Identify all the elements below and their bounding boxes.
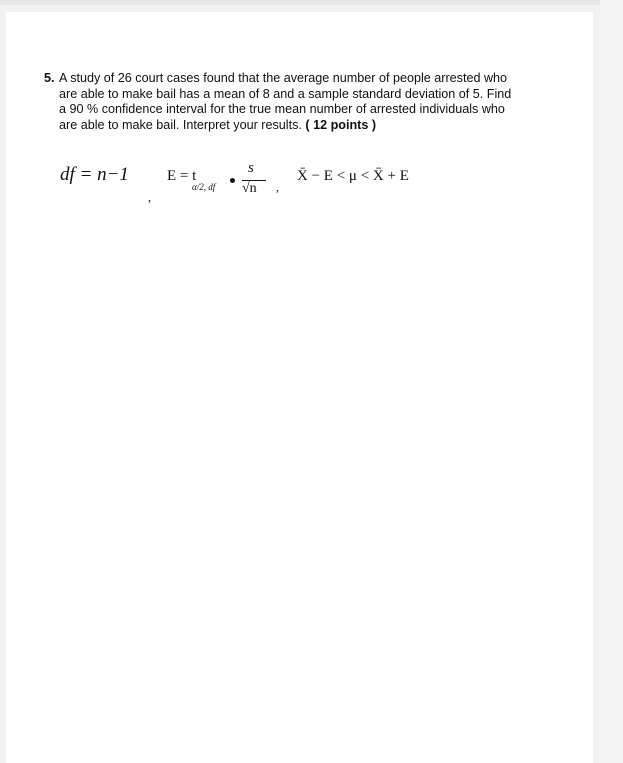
question-number: 5. bbox=[44, 71, 55, 85]
question-text-container bbox=[59, 71, 514, 133]
multiplication-dot bbox=[230, 178, 235, 183]
scrollbar-track[interactable] bbox=[600, 0, 623, 763]
formula-separator-2: , bbox=[276, 180, 279, 194]
margin-of-error-lhs: E = t bbox=[167, 168, 197, 184]
question-points: ( 12 points ) bbox=[305, 117, 377, 132]
top-toolbar-strip bbox=[0, 0, 623, 5]
confidence-interval-formula: X̄ − E < μ < X̄ + E bbox=[297, 168, 409, 184]
t-critical-subscript: α/2, df bbox=[192, 182, 216, 192]
standard-error-fraction bbox=[240, 158, 268, 204]
formula-separator-1: , bbox=[148, 190, 151, 204]
degrees-of-freedom-formula: df = n−1 bbox=[60, 164, 129, 185]
fraction-denominator: √n bbox=[242, 181, 257, 196]
fraction-numerator: s bbox=[248, 160, 254, 176]
question-text: A study of 26 court cases found that the average number of people arrested who are able to make bail has a mean of 8 and a sample standard deviation of 5. Find a 90 % confidence interval for the true mean number of arrested individuals who are able to make bail. Interpret your results. bbox=[59, 71, 512, 132]
question-block bbox=[44, 71, 514, 133]
